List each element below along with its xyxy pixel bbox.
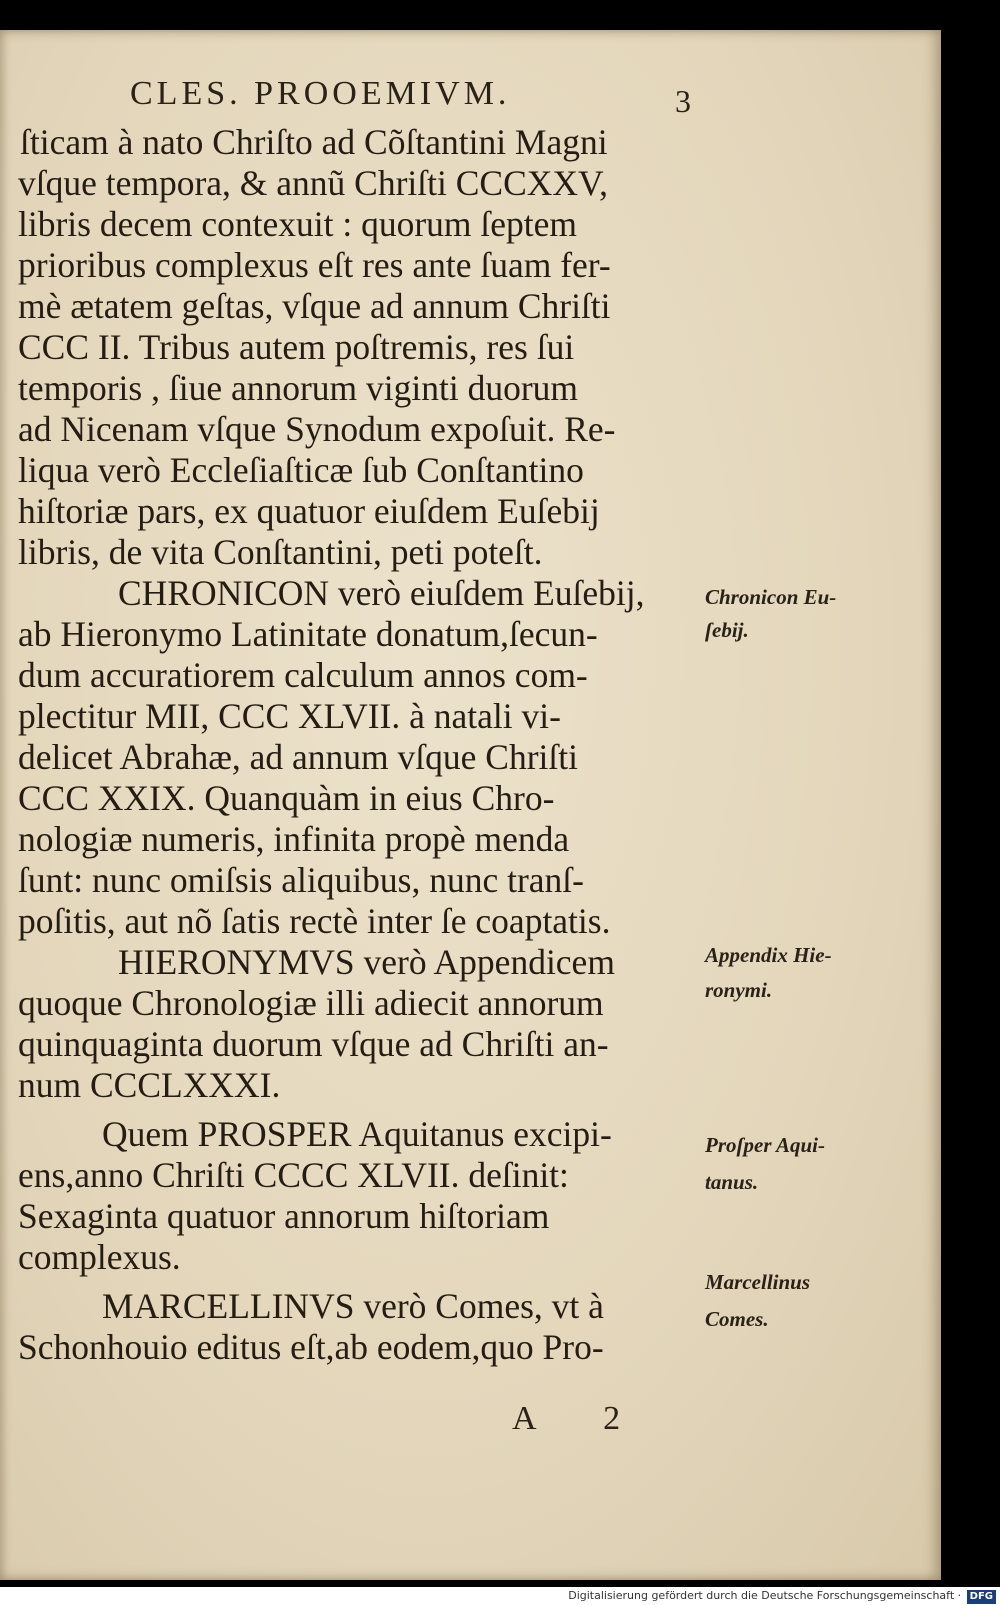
running-title: CLES. PROOEMIVM. <box>130 75 511 112</box>
text-line: vſque tempora, & annũ Chriſti CCCXXV, <box>18 163 608 203</box>
text-line: temporis , ſiue annorum viginti duorum <box>18 368 579 408</box>
text-line: Schonhouio editus eſt,ab eodem,quo Pro- <box>18 1327 604 1367</box>
text-line: CCC XXIX. Quanquàm in eius Chro- <box>18 778 555 818</box>
text-line: Sexaginta quatuor annorum hiſtoriam <box>18 1196 550 1236</box>
text-line: plectitur MII, CCC XLVII. à natali vi- <box>18 696 561 736</box>
text-line: ad Nicenam vſque Synodum expoſuit. Re- <box>18 409 616 449</box>
main-text <box>18 122 708 1368</box>
text-line: nologiæ numeris, infinita propè menda <box>18 819 570 859</box>
margin-note: Proſper Aqui- <box>705 1133 825 1157</box>
text-line: CCC II. Tribus autem poſtremis, res ſui <box>18 327 575 367</box>
digitization-footer: Digitalisierung gefördert durch die Deutsche Forschungsgemeinschaft · DFG <box>0 1587 1000 1605</box>
text-line: quinquaginta duorum vſque ad Chriſti an- <box>18 1024 609 1064</box>
text-line: ens,anno Chriſti CCCC XLVII. deſinit: <box>18 1155 569 1195</box>
margin-note: Chronicon Eu- <box>705 585 837 609</box>
text-line: HIERONYMVS verò Appendicem <box>118 942 615 982</box>
text-line: complexus. <box>18 1237 181 1277</box>
text-line: hiſtoriæ pars, ex quatuor eiuſdem Euſebij <box>18 491 600 531</box>
signature-mark: A 2 <box>512 1400 651 1437</box>
running-head <box>130 75 695 125</box>
text-line: poſitis, aut nõ ſatis rectè inter ſe coaptatis. <box>18 901 611 941</box>
text-line: libris, de vita Conſtantini, peti poteſt. <box>18 532 543 572</box>
margin-note: tanus. <box>705 1170 759 1194</box>
text-line: dum accuratiorem calculum annos com- <box>18 655 588 695</box>
page-number: 3 <box>675 83 695 119</box>
book-page <box>0 30 941 1580</box>
margin-note: Marcellinus <box>705 1270 811 1294</box>
text-line: mè ætatem geſtas, vſque ad annum Chriſti <box>18 286 611 326</box>
text-line: quoque Chronologiæ illi adiecit annorum <box>18 983 604 1023</box>
text-line: liqua verò Eccleſiaſticæ ſub Conſtantino <box>18 450 584 490</box>
text-line: Quem PROSPER Aquitanus excipi- <box>102 1114 612 1154</box>
margin-note: Comes. <box>705 1307 769 1331</box>
text-line: MARCELLINVS verò Comes, vt à <box>102 1286 604 1326</box>
text-line: ſunt: nunc omiſsis aliquibus, nunc tranſ- <box>18 860 584 900</box>
margin-note: ſebij. <box>705 618 749 642</box>
footer-text: Digitalisierung gefördert durch die Deutsche Forschungsgemeinschaft <box>568 1589 955 1602</box>
text-line: CHRONICON verò eiuſdem Euſebij, <box>118 573 645 613</box>
text-line: prioribus complexus eſt res ante ſuam fer- <box>18 245 611 285</box>
text-line: ab Hieronymo Latinitate donatum,ſecun- <box>18 614 598 654</box>
text-line: libris decem contexuit : quorum ſeptem <box>18 204 577 244</box>
margin-note: ronymi. <box>705 978 773 1002</box>
text-line: num CCCLXXXI. <box>18 1065 281 1105</box>
dfg-logo: DFG <box>967 1590 996 1604</box>
margin-note: Appendix Hie- <box>705 943 832 967</box>
text-line: ſticam à nato Chriſto ad Cõſtantini Magni <box>20 122 608 162</box>
text-line: delicet Abrahæ, ad annum vſque Chriſti <box>18 737 578 777</box>
